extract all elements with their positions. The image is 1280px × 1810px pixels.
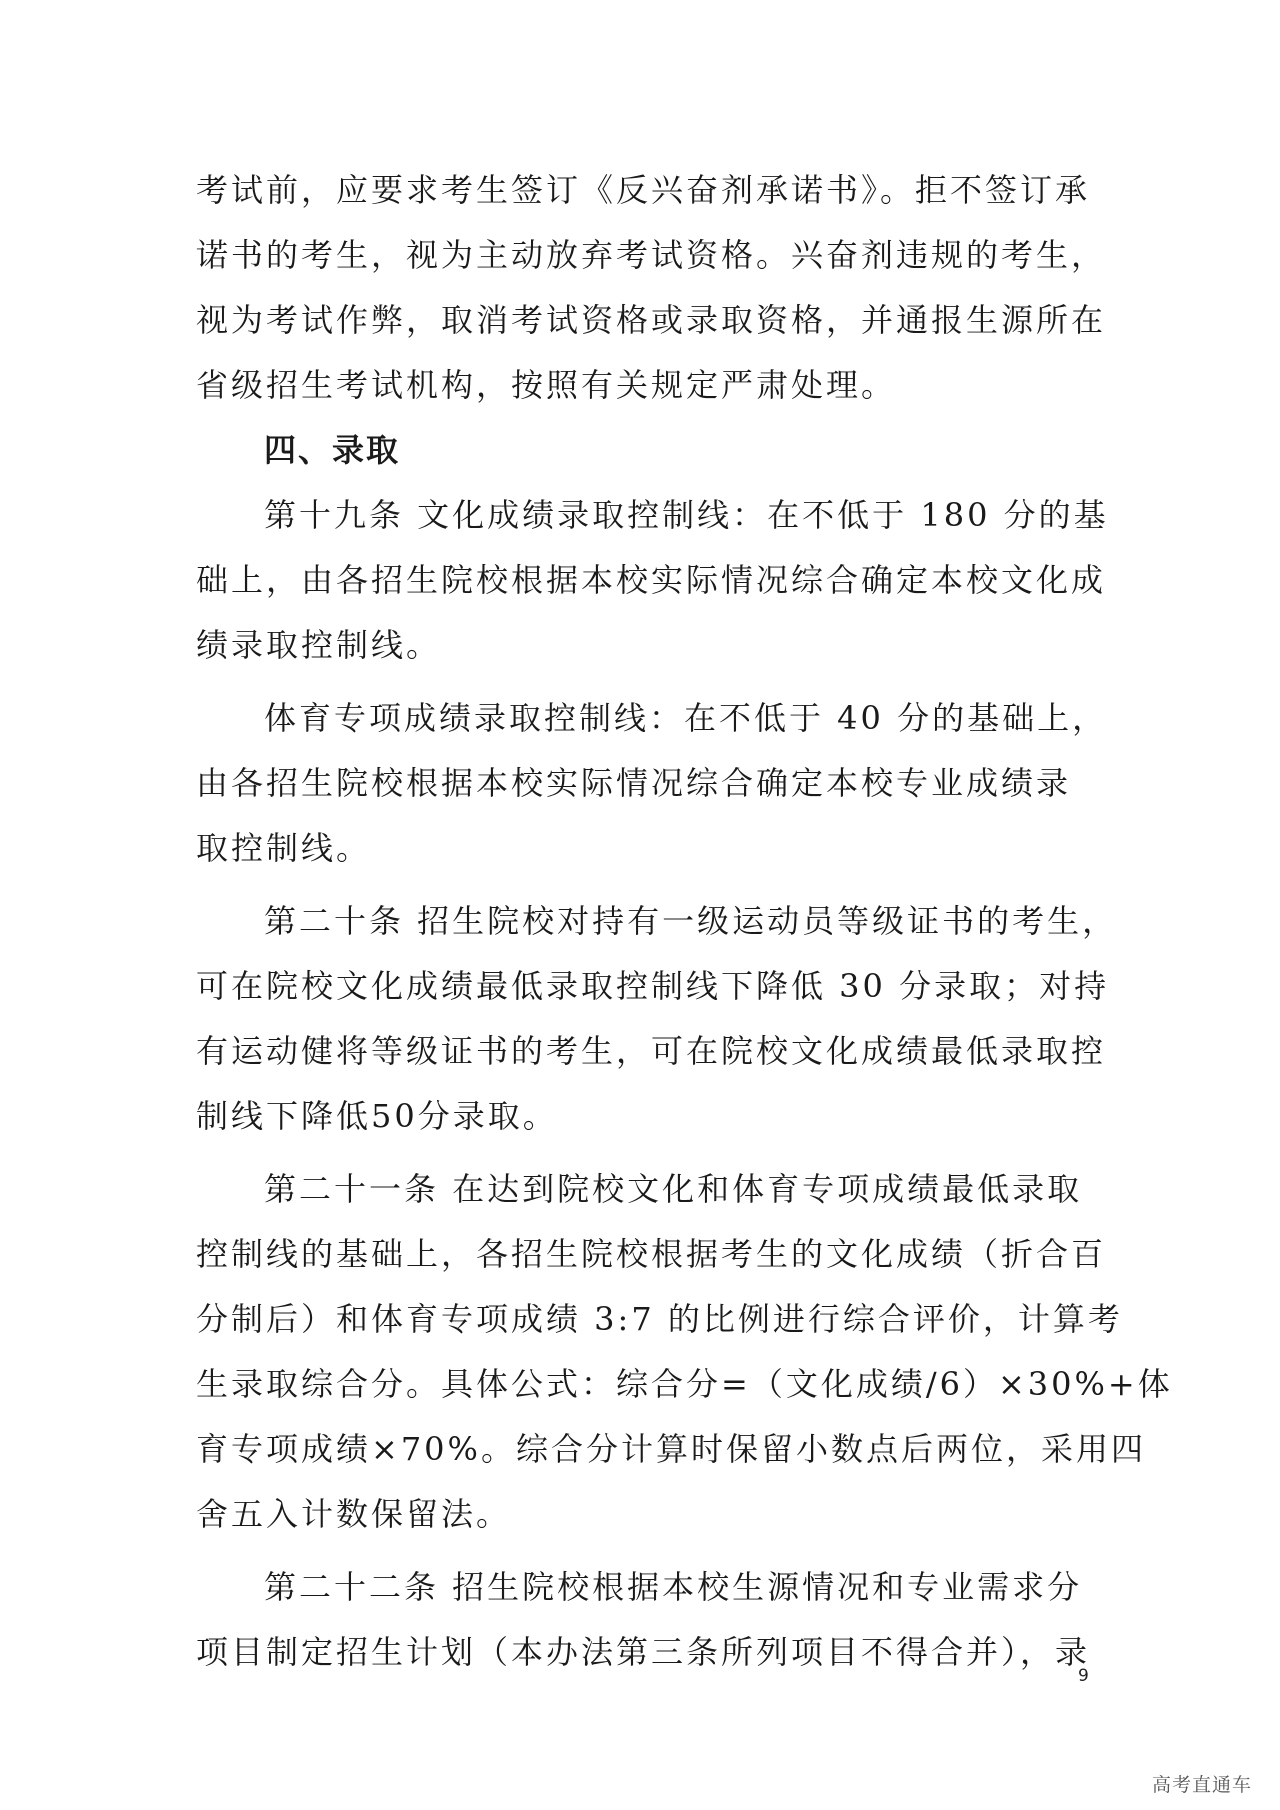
text-line: 第十九条 文化成绩录取控制线：在不低于 180 分的基 xyxy=(264,496,1109,534)
text-line: 绩录取控制线。 xyxy=(196,626,442,664)
document-body xyxy=(196,158,1173,1685)
text-line: 础上，由各招生院校根据本校实际情况综合确定本校文化成 xyxy=(196,561,1107,599)
text-line: 控制线的基础上，各招生院校根据考生的文化成绩（折合百 xyxy=(196,1235,1107,1273)
text-line: 有运动健将等级证书的考生，可在院校文化成绩最低录取控 xyxy=(196,1032,1107,1070)
text-line: 可在院校文化成绩最低录取控制线下降低 30 分录取；对持 xyxy=(196,967,1110,1005)
text-line: 诺书的考生，视为主动放弃考试资格。兴奋剂违规的考生， xyxy=(196,236,1107,274)
page-number: 9 xyxy=(1078,1666,1089,1686)
text-line: 制线下降低50分录取。 xyxy=(196,1097,558,1135)
text-line: 取控制线。 xyxy=(196,829,372,867)
text-line: 舍五入计数保留法。 xyxy=(196,1495,512,1533)
text-line: 生录取综合分。具体公式：综合分=（文化成绩/6）×30%+体 xyxy=(196,1365,1173,1403)
text-line: 第二十一条 在达到院校文化和体育专项成绩最低录取 xyxy=(264,1170,1083,1208)
text-line: 由各招生院校根据本校实际情况综合确定本校专业成绩录 xyxy=(196,764,1072,802)
text-line: 分制后）和体育专项成绩 3:7 的比例进行综合评价，计算考 xyxy=(196,1300,1123,1338)
text-line: 第二十二条 招生院校根据本校生源情况和专业需求分 xyxy=(264,1568,1083,1606)
watermark: 高考直通车 xyxy=(1151,1774,1252,1796)
text-line: 项目制定招生计划（本办法第三条所列项目不得合并），录 xyxy=(196,1633,1091,1671)
text-line: 考试前，应要求考生签订《反兴奋剂承诺书》。拒不签订承 xyxy=(196,171,1091,209)
text-line: 体育专项成绩录取控制线：在不低于 40 分的基础上， xyxy=(264,699,1108,737)
text-line: 第二十条 招生院校对持有一级运动员等级证书的考生， xyxy=(264,902,1118,940)
section-heading: 四、录取 xyxy=(264,431,401,469)
text-line: 省级招生考试机构，按照有关规定严肃处理。 xyxy=(196,366,897,404)
text-line: 视为考试作弊，取消考试资格或录取资格，并通报生源所在 xyxy=(196,301,1107,339)
text-line: 育专项成绩×70%。综合分计算时保留小数点后两位，采用四 xyxy=(196,1430,1146,1468)
